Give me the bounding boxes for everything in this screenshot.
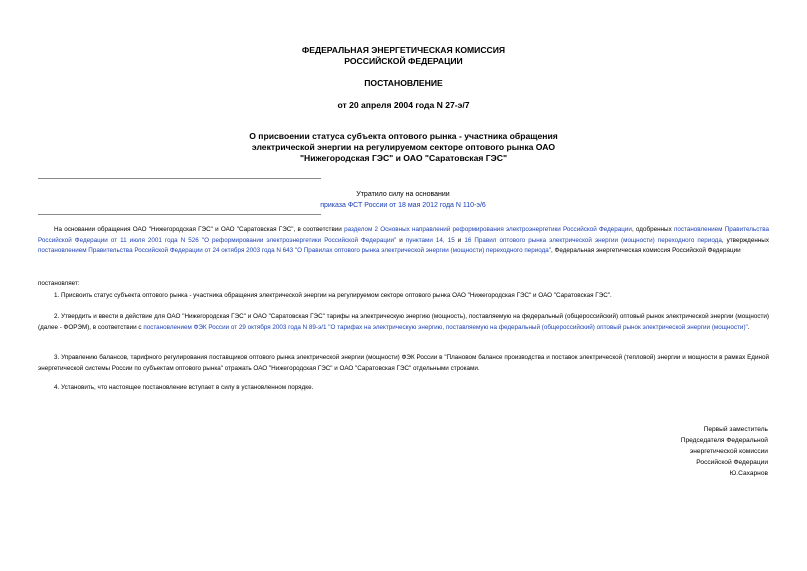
link-gov-decree-643[interactable]: постановлением Правительства Российской Федерации от 24 октября 2003 года N 643 "О Правилах оптового рынка электрической энергии (мощности) переходного периода"	[38, 247, 552, 255]
invalid-note-link[interactable]: приказа ФСТ России от 18 мая 2012 года N 110-э/6	[320, 202, 486, 209]
item-2: 2. Утвердить и ввести в действие для ОАО "Нижегородская ГЭС" и ОАО "Саратовская ГЭС" тарифы на электрическую энергию (мощность), поставляемую на федеральный (общероссийский) оптовый рынок электрической энергии (мощности) (далее - ФОРЭМ), в соответствии с постановлением ФЭК России от 29 октября 2003 года N 89-э/1 "О тарифах на электрическую энергию, поставляемую на федеральный (общероссийский) оптовый рынок электрической энергии (мощности)".	[38, 313, 769, 331]
signature-line1: Первый заместитель	[703, 426, 768, 433]
document-type: ПОСТАНОВЛЕНИЕ	[364, 78, 443, 88]
document-title-line1: О присвоении статуса субъекта оптового рынка - участника обращения	[249, 131, 558, 141]
separator-bottom	[38, 214, 321, 215]
preamble-paragraph: На основании обращения ОАО "Нижегородская ГЭС" и ОАО "Саратовская ГЭС", в соответствии разделом 2 Основных направлений реформирования электроэнергетики Российской Федерации, одобренных постановлением Правительства Российской Федерации от 11 июля 2001 года N 526 "О реформировании электроэнергетики Российской Федерации" и пунктами 14, 15 и 16 Правил оптового рынка электрической энергии (мощности) переходного периода, утвержденных постановлением Правительства Российской Федерации от 24 октября 2003 года N 643 "О Правилах оптового рынка электрической энергии (мощности) переходного периода", Федеральная энергетическая комиссия Российской Федерации	[38, 226, 770, 255]
item-4: 4. Установить, что настоящее постановление вступает в силу в установленном порядке.	[54, 384, 314, 391]
signature-line4: Российской Федерации	[696, 459, 768, 466]
signature-line2: Председателя Федеральной	[680, 437, 768, 444]
separator-top	[38, 178, 321, 179]
link-points-14-15[interactable]: пунктами 14, 15	[405, 236, 455, 244]
org-name-line2: РОССИЙСКОЙ ФЕДЕРАЦИИ	[344, 56, 463, 66]
signature-line3: энергетической комиссии	[689, 448, 768, 455]
item-1: 1. Присвоить статус субъекта оптового рынка - участника обращения электрической энергии на регулируемом секторе оптового рынка ОАО "Нижегородская ГЭС" и ОАО "Саратовская ГЭС".	[54, 292, 612, 299]
link-gov-decree-526[interactable]: постановлением Правительства Российской Федерации от 11 июля 2001 года N 526 "О реформировании электроэнергетики Российской Федерации"	[38, 226, 770, 244]
org-name-line1: ФЕДЕРАЛЬНАЯ ЭНЕРГЕТИЧЕСКАЯ КОМИССИЯ	[301, 45, 506, 55]
link-rules-point-16[interactable]: 16 Правил оптового рынка электрической энергии (мощности) переходного периода	[464, 236, 722, 244]
document-title-line3: "Нижегородская ГЭС" и ОАО "Саратовская ГЭС"	[299, 153, 508, 163]
document-date-number: от 20 апреля 2004 года N 27-э/7	[337, 100, 470, 110]
decree-word: постановляет:	[38, 280, 80, 287]
item-3: 3. Управлению балансов, тарифного регулирования поставщиков оптового рынка электрической энергии (мощности) ФЭК России в "Плановом балансе производства и поставок электрической (тепловой) энергии и мощности в рамках Единой энергетической системы России по субъектам оптового рынка" отражать ОАО "Нижегородская ГЭС" и ОАО "Саратовская ГЭС" отдельными строками.	[38, 354, 769, 372]
link-fek-decree-89[interactable]: постановлением ФЭК России от 29 октября 2003 года N 89-э/1 "О тарифах на электрическую энергию, поставляемую на федеральный (общероссийский) оптовый рынок электрической энергии (мощности)"	[143, 323, 748, 331]
invalid-note: Утратило силу на основании	[356, 191, 450, 198]
document-title-line2: электрической энергии на регулируемом секторе оптового рынка ОАО	[251, 142, 556, 152]
link-basic-directions[interactable]: разделом 2 Основных направлений реформирования электроэнергетики Российской Федерации	[344, 226, 632, 233]
signature-name: Ю.Сахарнов	[729, 470, 768, 477]
